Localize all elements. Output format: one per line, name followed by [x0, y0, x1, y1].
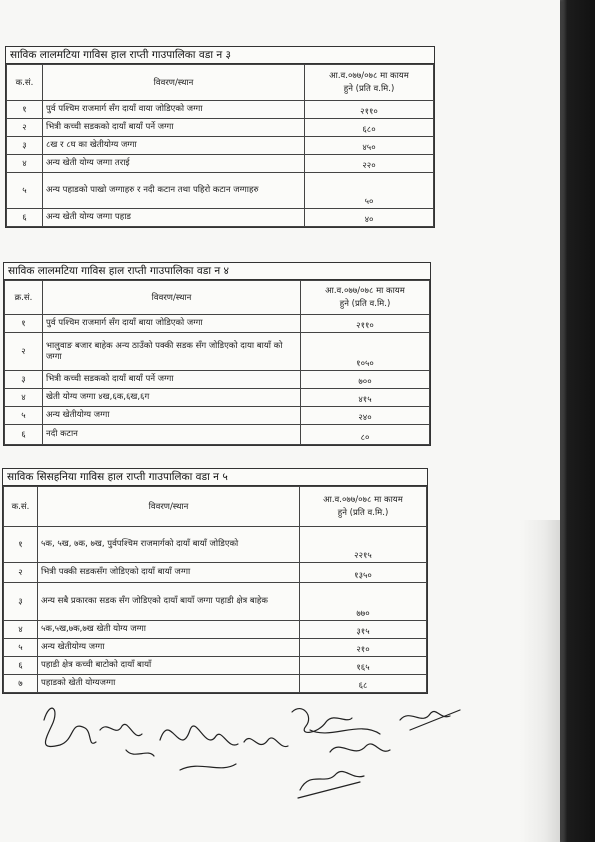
row-description: पहाडी क्षेत्र कच्ची बाटोको दायाँ बायाँ [38, 657, 300, 675]
ward-4-section [3, 262, 431, 446]
table-row [4, 657, 427, 675]
rate-table [6, 64, 434, 227]
row-description: भित्री पक्की सडकसँग जोडिएको दायाँ बायाँ जग्गा [38, 563, 300, 583]
rate-header-line1: आ.व.०७७/०७८ मा कायम [329, 70, 409, 81]
rate-header-line2: हुने (प्रति व.मि.) [337, 507, 389, 518]
row-rate: २११० [301, 315, 430, 333]
row-rate: १३५० [300, 563, 427, 583]
row-description: पहाडको खेती योग्यजग्गा [38, 675, 300, 693]
signature-5 [292, 709, 380, 734]
row-rate: ४० [305, 209, 434, 227]
row-sn: २ [5, 333, 43, 371]
table-header-row [5, 281, 430, 315]
signature-1 [44, 708, 96, 746]
rate-header-line2: हुने (प्रति व.मि.) [343, 83, 395, 94]
signatures [30, 690, 470, 810]
row-description: अन्य खेतीयोग्य जग्गा [43, 407, 301, 425]
row-rate: ६८० [305, 119, 434, 137]
table-row [5, 407, 430, 425]
rate-header [301, 281, 430, 315]
section-title: साविक लालमटिया गाविस हाल राप्ती गाउपालिका वडा न ४ [4, 263, 430, 280]
table-row [7, 119, 434, 137]
row-rate: २११० [305, 101, 434, 119]
row-rate: ६८ [300, 675, 427, 693]
signature-2 [100, 724, 154, 756]
row-description: ५क, ५ख, ७क, ७ख, पुर्वपश्चिम राजमार्गको दायाँ बायाँ जोडिएको [38, 527, 300, 563]
signature-6 [330, 744, 390, 752]
row-rate: ७७० [300, 583, 427, 621]
table-row [5, 333, 430, 371]
row-description: अन्य खेतीयोग्य जग्गा [38, 639, 300, 657]
table-row [5, 425, 430, 445]
row-sn: १ [7, 101, 43, 119]
row-rate: २२० [305, 155, 434, 173]
row-description: अन्य खेती योग्य जग्गा तराई [43, 155, 305, 173]
row-description: भालुवाङ बजार बाहेक अन्य ठाउँको पक्की सडक सँग जोडिएको दाया बायाँ को जग्गा [43, 333, 301, 371]
row-rate: ४५० [305, 137, 434, 155]
row-sn: ६ [7, 209, 43, 227]
table-row [7, 137, 434, 155]
signature-3 [160, 726, 238, 770]
row-sn: ४ [7, 155, 43, 173]
rate-table [4, 280, 430, 445]
table-row [4, 639, 427, 657]
row-description: नदी कटान [43, 425, 301, 445]
row-sn: २ [4, 563, 38, 583]
signature-4 [244, 738, 288, 747]
rate-header-line1: आ.व.०७७/०७८ मा कायम [323, 494, 403, 505]
description-header: विवरण/स्थान [43, 65, 305, 101]
ward-3-section [5, 46, 435, 228]
row-sn: ५ [5, 407, 43, 425]
table-row [4, 563, 427, 583]
row-description: पुर्व पश्चिम राजमार्ग सँग दायाँ वाया जोडिएको जग्गा [43, 101, 305, 119]
row-description: पुर्व पश्चिम राजमार्ग सँग दायाँ बाया जोडिएको जग्गा [43, 315, 301, 333]
row-rate: १०५० [301, 333, 430, 371]
table-header-row [4, 487, 427, 527]
row-sn: ३ [4, 583, 38, 621]
table-row [5, 315, 430, 333]
row-rate: ८० [301, 425, 430, 445]
table-row [4, 527, 427, 563]
description-header: विवरण/स्थान [38, 487, 300, 527]
description-header: विवरण/स्थान [43, 281, 301, 315]
rate-header [300, 487, 427, 527]
row-rate: ३१५ [300, 621, 427, 639]
rate-table [3, 486, 427, 693]
row-rate: ५० [305, 173, 434, 209]
table-row [7, 155, 434, 173]
row-description: खेती योग्य जग्गा ४ख,६क,६ख,६ग [43, 389, 301, 407]
signature-8 [298, 771, 364, 798]
sn-header: क्र.सं. [5, 281, 43, 315]
row-sn: १ [5, 315, 43, 333]
table-row [5, 389, 430, 407]
row-sn: ५ [4, 639, 38, 657]
row-description: भित्री कच्ची सडकको दायाँ बायाँ पर्ने जग्गा [43, 119, 305, 137]
table-row [7, 209, 434, 227]
ward-5-section [2, 468, 428, 694]
row-sn: ४ [4, 621, 38, 639]
row-description: अन्य सबै प्रकारका सडक सँग जोडिएको दायाँ बायाँ जग्गा पहाडी क्षेत्र बाहेक [38, 583, 300, 621]
rate-header-line1: आ.व.०७७/०७८ मा कायम [325, 285, 405, 296]
rate-header [305, 65, 434, 101]
row-sn: ६ [5, 425, 43, 445]
row-sn: ३ [5, 371, 43, 389]
signature-7 [400, 710, 460, 730]
rate-header-line2: हुने (प्रति व.मि.) [339, 298, 391, 309]
table-row [7, 173, 434, 209]
row-description: अन्य खेती योग्य जग्गा पहाड [43, 209, 305, 227]
sn-header: क.सं. [7, 65, 43, 101]
page-curl [520, 520, 560, 842]
row-description: भित्री कच्ची सडकको दायाँ बायाँ पर्ने जग्गा [43, 371, 301, 389]
row-rate: ४१५ [301, 389, 430, 407]
row-sn: ६ [4, 657, 38, 675]
row-description: अन्य पहाडको पाखो जग्गाहरु र नदी कटान तथा पहिरो कटान जग्गाहरु [43, 173, 305, 209]
table-row [4, 621, 427, 639]
row-sn: १ [4, 527, 38, 563]
row-sn: ७ [4, 675, 38, 693]
section-title: साविक सिसहनिया गाविस हाल राप्ती गाउपालिका वडा न ५ [3, 469, 427, 486]
row-sn: ३ [7, 137, 43, 155]
row-rate: १६५ [300, 657, 427, 675]
row-rate: २२१५ [300, 527, 427, 563]
row-sn: ४ [5, 389, 43, 407]
scanner-edge [558, 0, 595, 842]
row-sn: ५ [7, 173, 43, 209]
section-title: साविक लालमटिया गाविस हाल राप्ती गाउपालिका वडा न ३ [6, 47, 434, 64]
row-rate: २१० [300, 639, 427, 657]
sn-header: क.सं. [4, 487, 38, 527]
row-description: ८ख र ८घ का खेतीयोग्य जग्गा [43, 137, 305, 155]
row-rate: ७०० [301, 371, 430, 389]
row-rate: २४० [301, 407, 430, 425]
row-sn: २ [7, 119, 43, 137]
table-row [4, 583, 427, 621]
table-header-row [7, 65, 434, 101]
table-row [5, 371, 430, 389]
row-description: ५क,५ख,७क,७ख खेती योग्य जग्गा [38, 621, 300, 639]
table-row [7, 101, 434, 119]
